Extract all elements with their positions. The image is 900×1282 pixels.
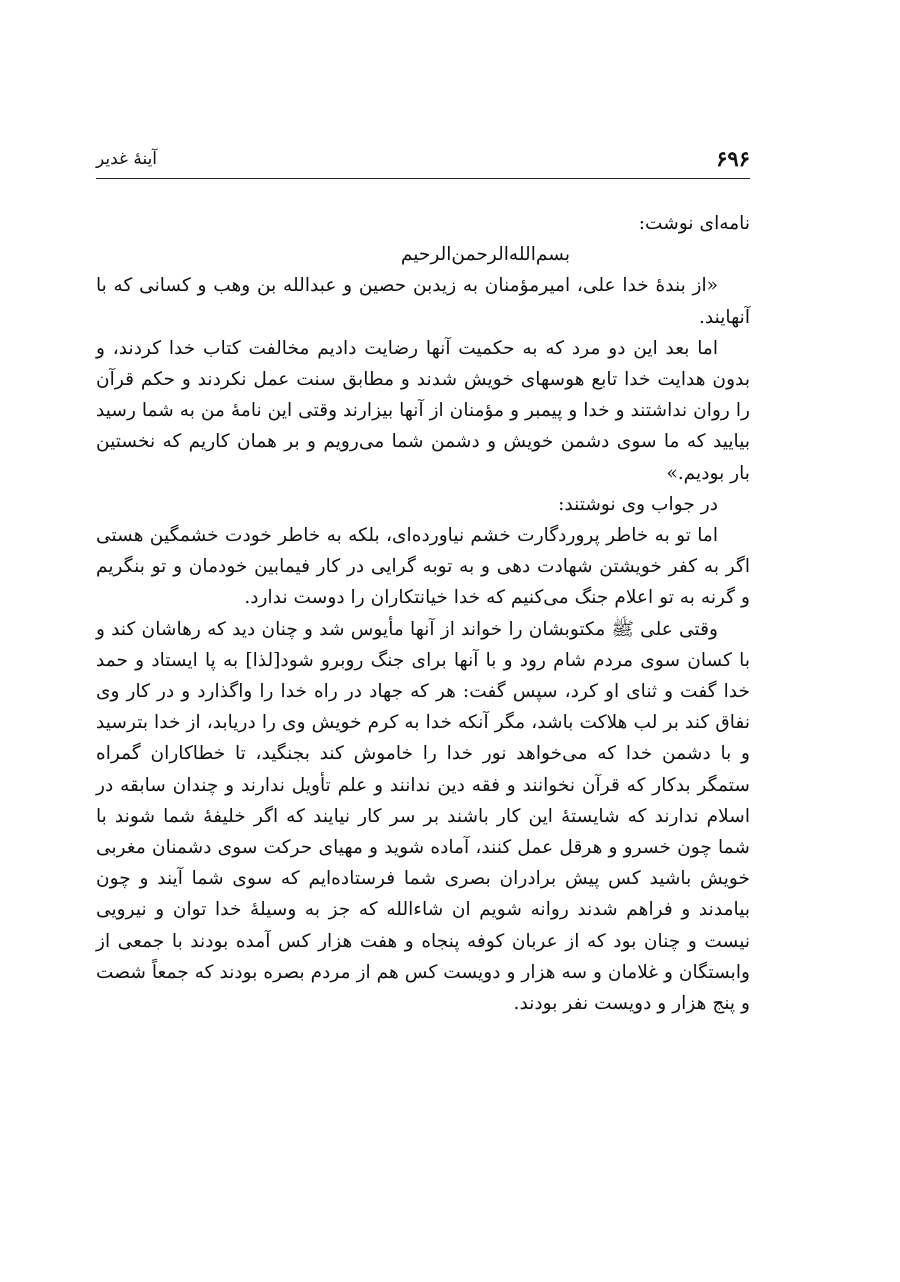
intro-line: نامه‌ای نوشت: <box>638 213 750 234</box>
reply-intro-line: در جواب وی نوشتند: <box>558 493 718 515</box>
page-number: ۶۹۶ <box>716 146 750 171</box>
page-body <box>96 208 750 1019</box>
letter-body-paragraph: اما بعد این دو مرد که به حکمیت آنها رضایت دادیم مخالفت کتاب خدا کردند، و بدون هدایت خدا تابع هوسهای خویش شدند و مطابق سنت عمل نکردند و حکم قرآن را روان نداشتند و خدا و پیمبر و مؤمنان از آنها بیزارند وقتی این نامهٔ من به شما رسید بیایید که ما سوی دشمن خویش و دشمن شما می‌رویم و بر همان کاریم که نخستین بار بودیم.» <box>96 337 750 484</box>
running-title: آینهٔ غدیر <box>96 149 158 169</box>
basmala-line: بسم‌الله‌الرحمن‌الرحیم <box>400 244 570 266</box>
narrative-paragraph: وقتی علی ﷺ مکتوبشان را خواند از آنها مأیوس شد و چنان دید که رهاشان کند و با کسان سوی مردم شام رود و با آنها برای جنگ روبرو شود[لذا] به پا ایستاد و حمد خدا گفت و ثنای او کرد، سپس گفت: هر که جهاد در راه خدا را واگذارد و در کار وی نفاق کند بر لب هلاکت باشد، مگر آنکه خدا به کرم خویش وی را دریابد، از خدا بترسید و با دشمن خدا که می‌خواهد نور خدا را خاموش کند بجنگید، تا خطاکاران گمراه ستمگر بدکار که قرآن نخوانند و فقه دین ندانند و علم تأویل ندارند و چندان سابقه در اسلام ندارند که شایستهٔ این کار باشند بر سر کار نیایند که اگر خلیفهٔ شما شوند با شما چون خسرو و هرقل عمل کنند، آماده شوید و مهیای حرکت سوی دشمنان مغربی خویش باشید کس پیش برادران بصری شما فرستاده‌ایم که سوی شما آیند و چون بیامدند و فراهم شدند روانه شویم ان شاءالله که جز به وسیلهٔ خدا توان و نیرویی نیست و چنان بود که از عربان کوفه پنجاه و هفت هزار کس آمده بودند با جمعی از وابستگان و غلامان و سه هزار و دویست کس هم از مردم بصره بودند که جمعاً شصت و پنج هزار و دویست نفر بودند. <box>96 618 750 1015</box>
letter-opening-paragraph: «از بندهٔ خدا علی، امیرمؤمنان به زیدبن حصین و عبدالله بن وهب و کسانی که با آنهایند. <box>96 275 750 328</box>
page-header <box>96 146 750 179</box>
reply-paragraph: اما تو به خاطر پروردگارت خشم نیاورده‌ای، بلکه به خاطر خودت خشمگین هستی اگر به کفر خویشتن شهادت دهی و به توبه گرایی در کار فیمابین خودمان و تو بنگریم و گرنه به تو اعلام جنگ می‌کنیم که خدا خیانتکاران را دوست ندارد. <box>96 525 750 609</box>
